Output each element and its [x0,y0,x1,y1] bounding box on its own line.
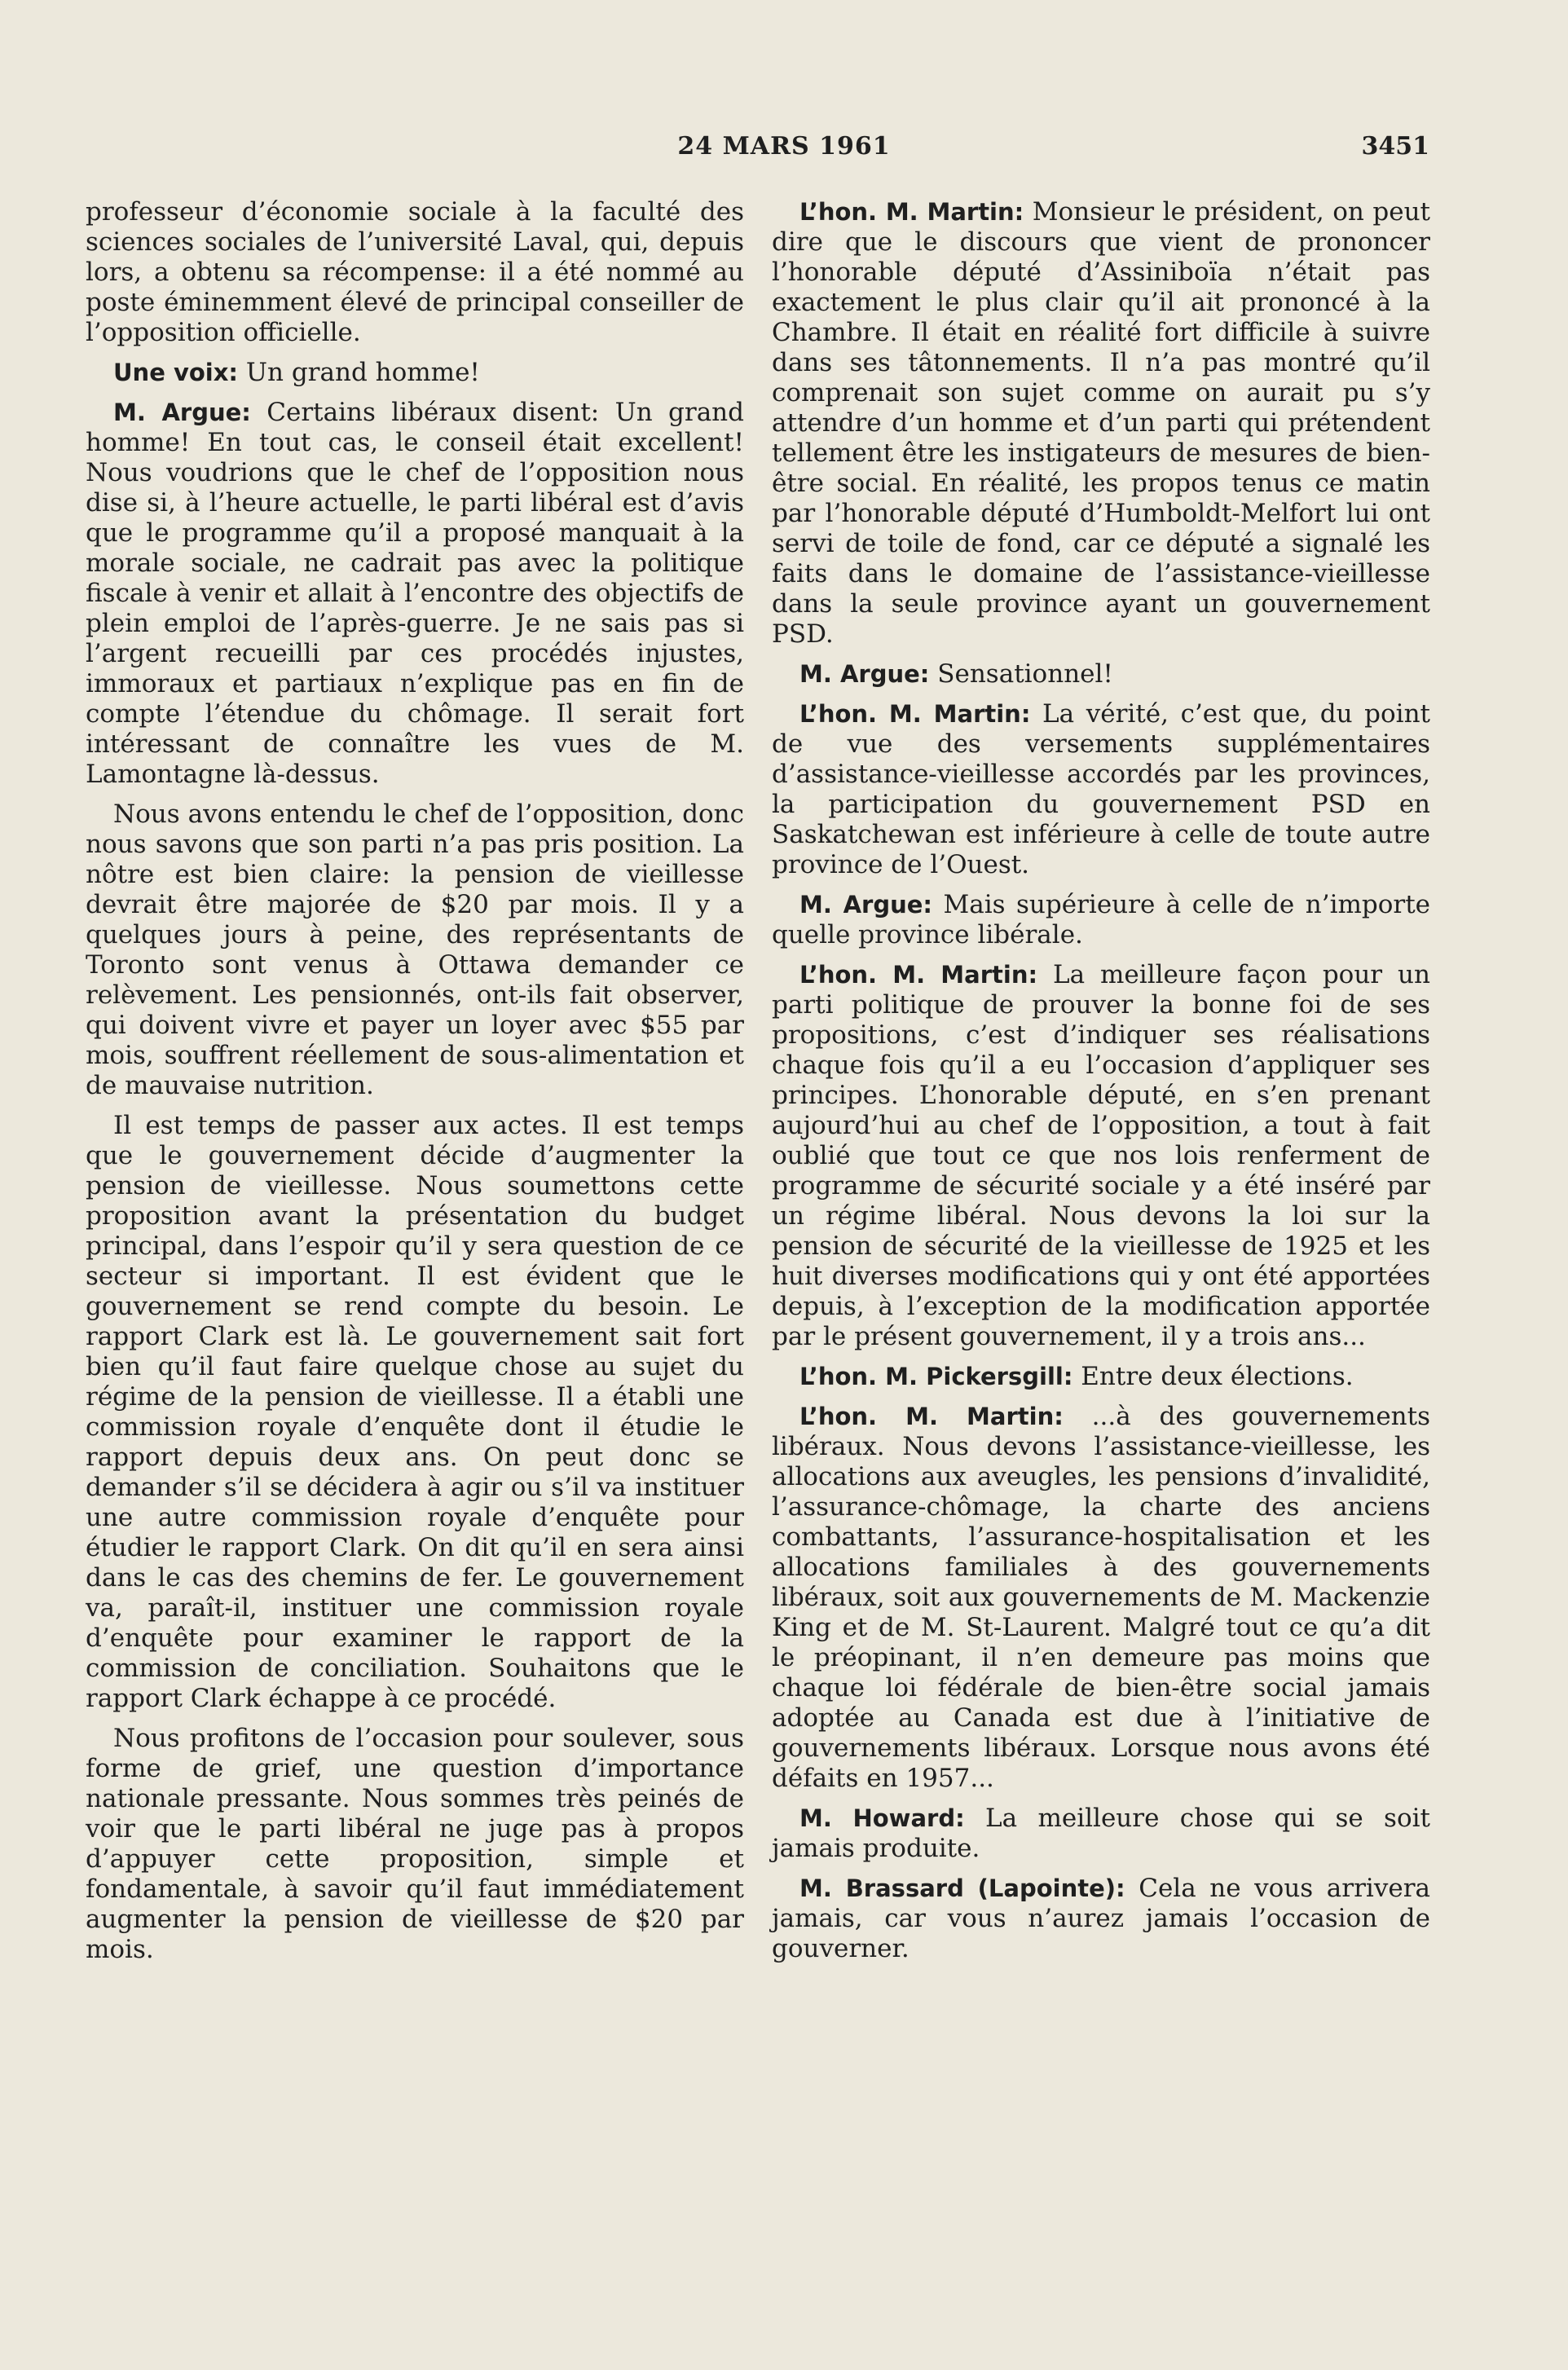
paragraph [86,1111,744,1714]
paragraph-text: La vérité, c’est que, du point de vue des versements supplémentaires d’assistance-vieillesse accordés par les provinces, la participation du gouvernement PSD en Saskatchewan est inférieure à celle de toute autre province de l’Ouest. [772,699,1431,879]
speaker-name: M. Argue: [113,399,251,426]
paragraph-text: Cela ne vous arrivera jamais, car vous n’aurez jamais l’occasion de gouverner. [772,1874,1430,1963]
paragraph [86,197,744,348]
paragraph [772,699,1430,880]
page-date: 24 MARS 1961 [677,132,891,161]
page-header [0,132,1568,173]
paragraph-text: La meilleure façon pour un parti politique de prouver la bonne foi de ses propositions, c’est d’indiquer ses réalisations chaque fois qu’il a eu l’occasion d’appliquer ses principes. L’honorable député, en s’en prenant aujourd’hui au chef de l’opposition, a tout à fait oublié que tout ce que nos lois renferment de programme de sécurité sociale y a été inséré par un régime libéral. Nous devons la loi sur la pension de sécurité de la vieillesse de 1925 et les huit diverses modifications qui y ont été apportées depuis, à l’exception de la modification apportée par le présent gouvernement, il y a trois ans... [772,960,1430,1351]
left-column [86,197,744,1975]
paragraph [86,800,744,1101]
paragraph-text: ...à des gouvernements libéraux. Nous devons l’assistance-vieillesse, les allocations aux aveugles, les pensions d’invalidité, l’assurance-chômage, la charte des anciens combattants, l’assurance-hospitalisation et les allocations familiales à des gouvernements libéraux, soit aux gouvernements de M. Mackenzie King et de M. St-Laurent. Malgré tout ce qu’a dit le préopinant, il n’en demeure pas moins que chaque loi fédérale de bien-être social jamais adoptée au Canada est due à l’initiative de gouvernements libéraux. Lorsque nous avons été défaits en 1957... [772,1402,1430,1793]
paragraph-text: Un grand homme! [245,358,480,387]
paragraph-text: Entre deux élections. [1081,1362,1354,1391]
paragraph [772,1362,1430,1392]
speaker-name: L’hon. M. Martin: [799,700,1031,728]
paragraph-text: Mais supérieure à celle de n’importe quelle province libérale. [772,890,1431,949]
speaker-name: L’hon. M. Martin: [799,1403,1064,1430]
paragraph-text: Nous profitons de l’occasion pour soulever, sous forme de grief, une question d’importance nationale pressante. Nous sommes très peinés de voir que le parti libéral ne juge pas à propos d’appuyer cette proposition, simple et fondamentale, à savoir qu’il faut immédiatement augmenter la pension de vieillesse de $20 par mois. [86,1724,744,1964]
paragraph-text: Nous avons entendu le chef de l’opposition, donc nous savons que son parti n’a pas pris position. La nôtre est bien claire: la pension de vieillesse devrait être majorée de $20 par mois. Il y a quelques jours à peine, des représentants de Toronto sont venus à Ottawa demander ce relèvement. Les pensionnés, ont-ils fait observer, qui doivent vivre et payer un loyer avec $55 par mois, souffrent réellement de sous-alimentation et de mauvaise nutrition. [86,800,744,1100]
paragraph [772,890,1430,950]
speaker-name: M. Brassard (Lapointe): [799,1874,1125,1902]
speaker-name: L’hon. M. Martin: [799,961,1038,989]
paragraph-text: Sensationnel! [937,659,1113,689]
speaker-name: L’hon. M. Martin: [799,198,1024,226]
paragraph [772,197,1430,650]
paragraph [772,960,1430,1352]
right-column [772,197,1430,1974]
paragraph [772,1402,1430,1794]
paragraph-text: Il est temps de passer aux actes. Il est temps que le gouvernement décide d’augmenter la pension de vieillesse. Nous soumettons cette proposition avant la présentation du budget principal, dans l’espoir qu’il y sera question de ce secteur si important. Il est évident que le gouvernement se rend compte du besoin. Le rapport Clark est là. Le gouvernement sait fort bien qu’il faut faire quelque chose au sujet du régime de la pension de vieillesse. Il a établi une commission royale d’enquête dont il étudie le rapport depuis deux ans. On peut donc se demander s’il se décidera à agir ou s’il va instituer une autre commission royale d’enquête pour étudier le rapport Clark. On dit qu’il en sera ainsi dans le cas des chemins de fer. Le gouvernement va, paraît-il, instituer une commission royale d’enquête pour examiner le rapport de la commission de conciliation. Souhaitons que le rapport Clark échappe à ce procédé. [86,1111,744,1713]
paragraph-text: Certains libéraux disent: Un grand homme! En tout cas, le conseil était excellent! Nous voudrions que le chef de l’opposition nous dise si, à l’heure actuelle, le parti libéral est d’avis que le programme qu’il a proposé manquait à la morale sociale, ne cadrait pas avec la politique fiscale à venir et allait à l’encontre des objectifs de plein emploi de l’après-guerre. Je ne sais pas si l’argent recueilli par ces procédés injustes, immoraux et partiaux n’explique pas en fin de compte l’étendue du chômage. Il serait fort intéressant de connaître les vues de M. Lamontagne là-dessus. [86,398,744,789]
paragraph [772,659,1430,689]
paragraph [86,1724,744,1965]
speaker-name: L’hon. M. Pickersgill: [799,1363,1073,1390]
speaker-name: M. Argue: [799,660,930,688]
paragraph [772,1804,1430,1864]
paragraph-text: Monsieur le président, on peut dire que le discours que vient de prononcer l’honorable député d’Assiniboïa n’était pas exactement le plus clair qu’il ait prononcé à la Chambre. Il était en réalité fort difficile à suivre dans ses tâtonnements. Il n’a pas montré qu’il comprenait son sujet comme on aurait pu s’y attendre d’un homme et d’un parti qui prétendent tellement être les instigateurs de mesures de bien-être social. En réalité, les propos tenus ce matin par l’honorable député d’Humboldt-Melfort lui ont servi de toile de fond, car ce député a signalé les faits dans le domaine de l’assistance-vieillesse dans la seule province ayant un gouvernement PSD. [772,197,1431,649]
speaker-name: Une voix: [113,359,239,386]
paragraph [86,358,744,388]
paragraph-text: La meilleure chose qui se soit jamais produite. [772,1804,1431,1863]
page-number: 3451 [1361,132,1429,161]
speaker-name: M. Howard: [799,1804,965,1832]
speaker-name: M. Argue: [799,891,933,918]
paragraph-text: professeur d’économie sociale à la faculté des sciences sociales de l’université Laval, qui, depuis lors, a obtenu sa récompense: il a été nommé au poste éminemment élevé de principal conseiller de l’opposition officielle. [86,197,744,347]
paragraph [86,398,744,790]
paragraph [772,1874,1430,1964]
